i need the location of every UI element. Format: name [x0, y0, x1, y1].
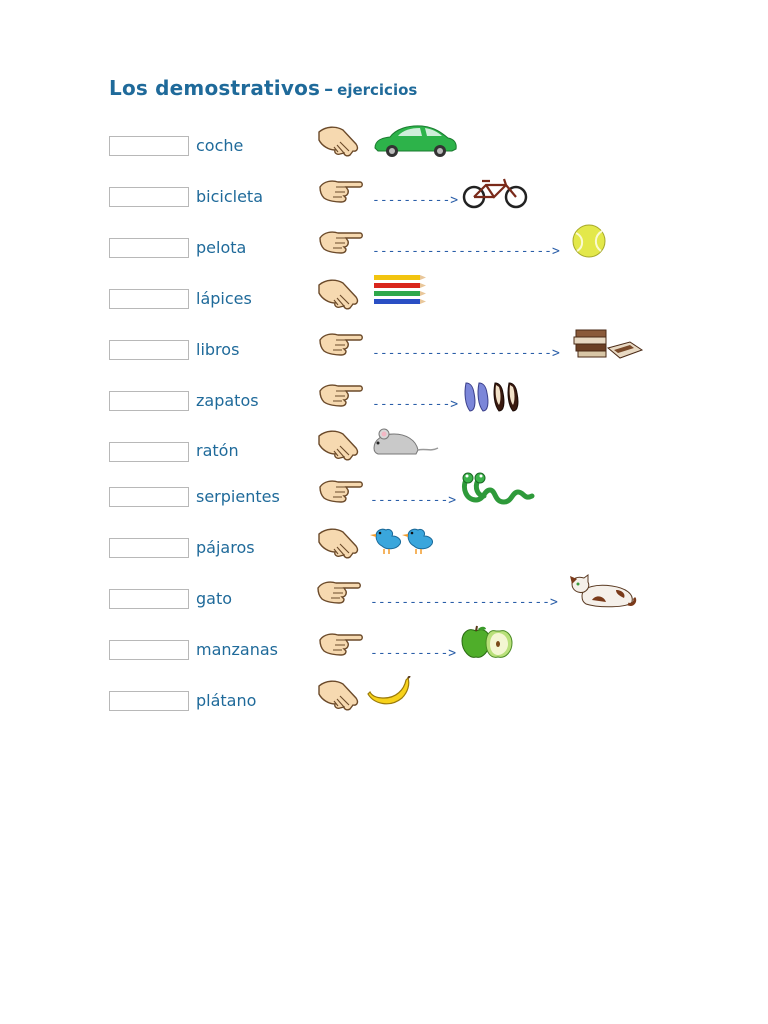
exercise-row	[0, 124, 768, 174]
page-title	[109, 76, 417, 100]
hand-pointing-right-icon	[318, 630, 364, 664]
hand-pointing-right-icon	[318, 228, 364, 262]
banana-icon	[366, 676, 414, 710]
hand-pointing-right-icon	[318, 330, 364, 364]
exercise-row	[0, 175, 768, 225]
hand-pointing-right-icon	[318, 177, 364, 211]
answer-input[interactable]	[109, 340, 189, 360]
title-main: Los demostrativos	[109, 76, 321, 100]
green-car-icon	[372, 124, 458, 158]
answer-input[interactable]	[109, 487, 189, 507]
blue-birds-icon	[368, 522, 440, 558]
exercise-row	[0, 474, 768, 524]
hand-pointing-right-icon	[318, 477, 364, 511]
distance-arrow: ---------->	[370, 646, 457, 661]
answer-input[interactable]	[109, 640, 189, 660]
answer-input[interactable]	[109, 589, 189, 609]
mouse-icon	[370, 428, 440, 458]
exercise-row	[0, 379, 768, 429]
hand-pointing-right-icon	[318, 381, 364, 415]
distance-arrow: ---------->	[370, 493, 457, 508]
item-word: libros	[196, 340, 240, 359]
item-word: bicicleta	[196, 187, 264, 206]
exercise-row	[0, 525, 768, 575]
exercise-row	[0, 627, 768, 677]
answer-input[interactable]	[109, 442, 189, 462]
exercise-row	[0, 428, 768, 478]
answer-input[interactable]	[109, 391, 189, 411]
hand-pointing-down-icon	[316, 678, 362, 712]
apples-icon	[460, 625, 516, 661]
exercise-row	[0, 226, 768, 276]
distance-arrow: ---------->	[372, 397, 459, 412]
exercise-row	[0, 576, 768, 626]
item-word: coche	[196, 136, 244, 155]
distance-arrow: ----------------------->	[372, 346, 560, 361]
item-word: manzanas	[196, 640, 279, 659]
shoes-icon	[463, 379, 521, 413]
exercise-row	[0, 277, 768, 327]
title-dash: –	[324, 79, 334, 100]
sleeping-cat-icon	[568, 574, 638, 610]
colored-pencils-icon	[372, 273, 428, 311]
distance-arrow: ----------------------->	[372, 244, 560, 259]
hand-pointing-right-icon	[316, 576, 362, 610]
item-word: plátano	[196, 691, 257, 710]
exercise-row	[0, 328, 768, 378]
hand-pointing-down-icon	[316, 428, 362, 462]
hand-pointing-down-icon	[316, 526, 362, 560]
item-word: pelota	[196, 238, 247, 257]
answer-input[interactable]	[109, 538, 189, 558]
books-icon	[572, 326, 644, 362]
title-subtitle: ejercicios	[337, 81, 418, 99]
item-word: serpientes	[196, 487, 280, 506]
item-word: ratón	[196, 441, 239, 460]
hand-pointing-down-icon	[316, 124, 362, 158]
answer-input[interactable]	[109, 136, 189, 156]
item-word: gato	[196, 589, 233, 608]
distance-arrow: ---------->	[372, 193, 459, 208]
exercise-row	[0, 678, 768, 728]
answer-input[interactable]	[109, 691, 189, 711]
item-word: zapatos	[196, 391, 259, 410]
answer-input[interactable]	[109, 238, 189, 258]
item-word: lápices	[196, 289, 252, 308]
snakes-icon	[460, 470, 536, 508]
distance-arrow: ----------------------->	[370, 595, 558, 610]
item-word: pájaros	[196, 538, 255, 557]
hand-pointing-down-icon	[316, 277, 362, 311]
tennis-ball-icon	[570, 223, 608, 259]
answer-input[interactable]	[109, 187, 189, 207]
answer-input[interactable]	[109, 289, 189, 309]
bicycle-icon	[462, 175, 528, 209]
